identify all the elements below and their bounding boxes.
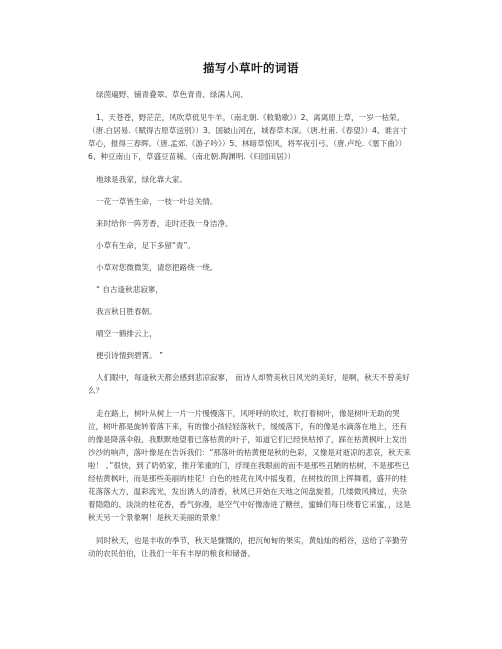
paragraph: 绿茵遍野、铺青叠翠、草色青青、绿满人间、 <box>96 90 248 99</box>
poem-line: 晴空一鹤排云上， <box>96 329 157 338</box>
paragraph: 同时秋天，也是丰收的季节，秋天是慷慨的，把沉甸甸的果实，黄灿灿的稻谷，送给了辛勤劳动的农民伯伯，让我们一年有丰厚的粮食和储备。 <box>88 536 408 558</box>
document-title: 描写小草叶的词语 <box>203 61 299 75</box>
paragraph: 地球是我家，绿化靠大家。 <box>96 175 188 184</box>
paragraph: 走在路上，树叶从树上一片一片慢慢落下，风呼呼的吹过，吹打着树叶，像是树叶无助的哭泣，树叶都是旋转着落下来，有的像小孩轻轻落秋千，缓缓落下，有的像是水滴落在地上，还有的像是降落伞般，我默默地望着已落枯黄的叶子，知道它们已经快枯掉了，踩在枯黄枫叶上发出沙沙的响声，落叶像是在告诉我们：“那落叶的枯黄便是秋的色彩，又像是对逝凉的悲哀，秋天来啦！ 。”很快，到了奶奶家，推开笨重的门，浮现在我眼前的而不是那些丑陋的枯树，不是那些已经枯黄枫叶，而是那些美丽的桂花！白色的桂花在风中摇曳着，在树枝的顶上挥舞着，盛开的桂花落落大方，温彩流光，发出诱人的清香，秋风已开始在天地之间盘旋着，几缕微风拂过，夹杂着隐隐的、淡淡的桂花香，香气弥漫，是空气中好像渗进了糖丝，蜜蜂们每日绕着它采蜜，，这是秋天另一个景象啊！是秋天美丽的景象！ <box>88 409 411 522</box>
paragraph: 1、天苍苍，野茫茫，风吹草低见牛羊。（南北朝.《敕勒歌》）2、离离原上草，一岁一枯荣。（唐.白居易.《赋得古原草送别》）3、国破山河在，城春草木深。（唐.杜甫.《春望》）4、谁言寸草心，报得三春晖。（唐.孟郊.《游子吟》）5、林暗草惊风，将军夜引弓。（唐.卢纶.《塞下曲》）6、种豆南山下，草盛豆苗稀。（南北朝.陶渊明.《归园田居》） <box>88 113 408 161</box>
poem-line: 我言秋日胜春朝。 <box>96 307 157 316</box>
paragraph: 来时给你一阵芳香，走时还我一身洁净。 <box>96 219 233 228</box>
poem-line: “ 自古逢秋悲寂寥， <box>96 285 164 294</box>
paragraph: 人们眼中，每逢秋天都会感到悲凉寂寥， 而诗人却赞美秋日风光的美好，是啊，秋天不曾美好么？ <box>88 373 410 395</box>
poem-line: 便引诗情到碧霄。 ” <box>96 351 164 360</box>
paragraph: 小草对您微微笑，请您把路绕一绕。 <box>96 263 218 272</box>
paragraph: 一花一草皆生命，一枝一叶总关情。 <box>96 197 218 206</box>
paragraph: 小草有生命，足下多留“青”。 <box>96 241 195 250</box>
